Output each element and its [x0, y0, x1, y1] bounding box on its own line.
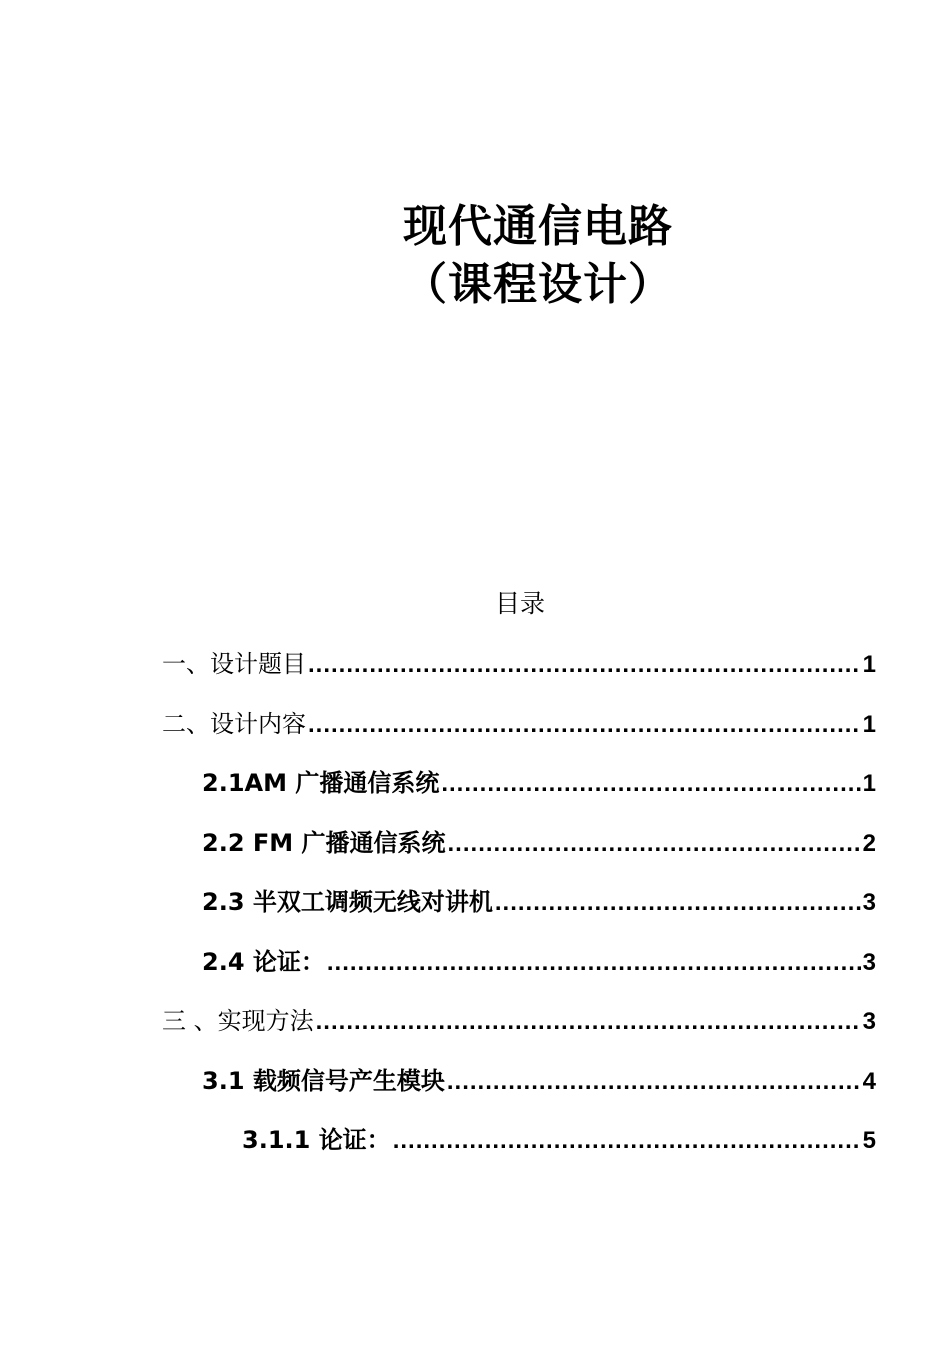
toc-entry-carrier-argument[interactable] — [162, 1120, 876, 1180]
toc-entry-design-topic[interactable] — [162, 644, 876, 704]
title-subtitle: （课程设计） — [403, 259, 673, 310]
toc-dot-leader — [441, 770, 860, 798]
toc-page-number: 3 — [862, 948, 876, 976]
toc-entry-text: 一、设计题目 — [162, 650, 306, 678]
toc-page-number: 1 — [862, 710, 876, 738]
toc-page-number: 3 — [862, 1008, 876, 1035]
toc-dot-leader — [316, 1008, 861, 1036]
toc-entry-text: 2.3 半双工调频无线对讲机 — [202, 888, 493, 916]
toc-dot-leader — [308, 651, 861, 679]
toc-dot-leader — [495, 889, 861, 917]
toc-dot-leader — [393, 1127, 861, 1155]
toc-page-number: 1 — [862, 770, 876, 797]
toc-page-number: 2 — [862, 829, 876, 857]
toc-entry-argument[interactable] — [162, 942, 876, 1002]
toc-page-number: 5 — [862, 1127, 876, 1154]
title-main: 现代通信电路 — [403, 201, 673, 252]
toc-dot-leader — [327, 949, 861, 977]
toc-dot-leader — [447, 1068, 861, 1096]
toc-entry-walkie-talkie[interactable] — [162, 882, 876, 942]
toc-heading: 目录 — [494, 589, 545, 618]
table-of-contents — [162, 644, 876, 1180]
toc-entry-fm-broadcast[interactable] — [162, 823, 876, 883]
toc-entry-text: 二、设计内容 — [162, 709, 306, 738]
toc-entry-carrier-module[interactable] — [162, 1061, 876, 1121]
toc-entry-implementation[interactable] — [162, 1001, 876, 1061]
toc-page-number: 1 — [862, 651, 876, 678]
toc-entry-text: 2.2 FM 广播通信系统 — [202, 828, 446, 857]
toc-entry-text: 2.4 论证： — [202, 947, 325, 976]
toc-entry-text: 三 、实现方法 — [162, 1007, 314, 1035]
toc-page-number: 3 — [862, 889, 876, 916]
document-title — [0, 198, 950, 314]
toc-entry-text: 3.1 载频信号产生模块 — [202, 1066, 445, 1095]
toc-dot-leader — [448, 830, 861, 858]
toc-page-number: 4 — [862, 1067, 876, 1095]
toc-dot-leader — [308, 711, 861, 739]
toc-entry-am-broadcast[interactable] — [162, 763, 876, 823]
toc-entry-design-content[interactable] — [162, 704, 876, 764]
toc-entry-text: 3.1.1 论证： — [242, 1126, 391, 1154]
toc-entry-text: 2.1AM 广播通信系统 — [202, 769, 440, 797]
